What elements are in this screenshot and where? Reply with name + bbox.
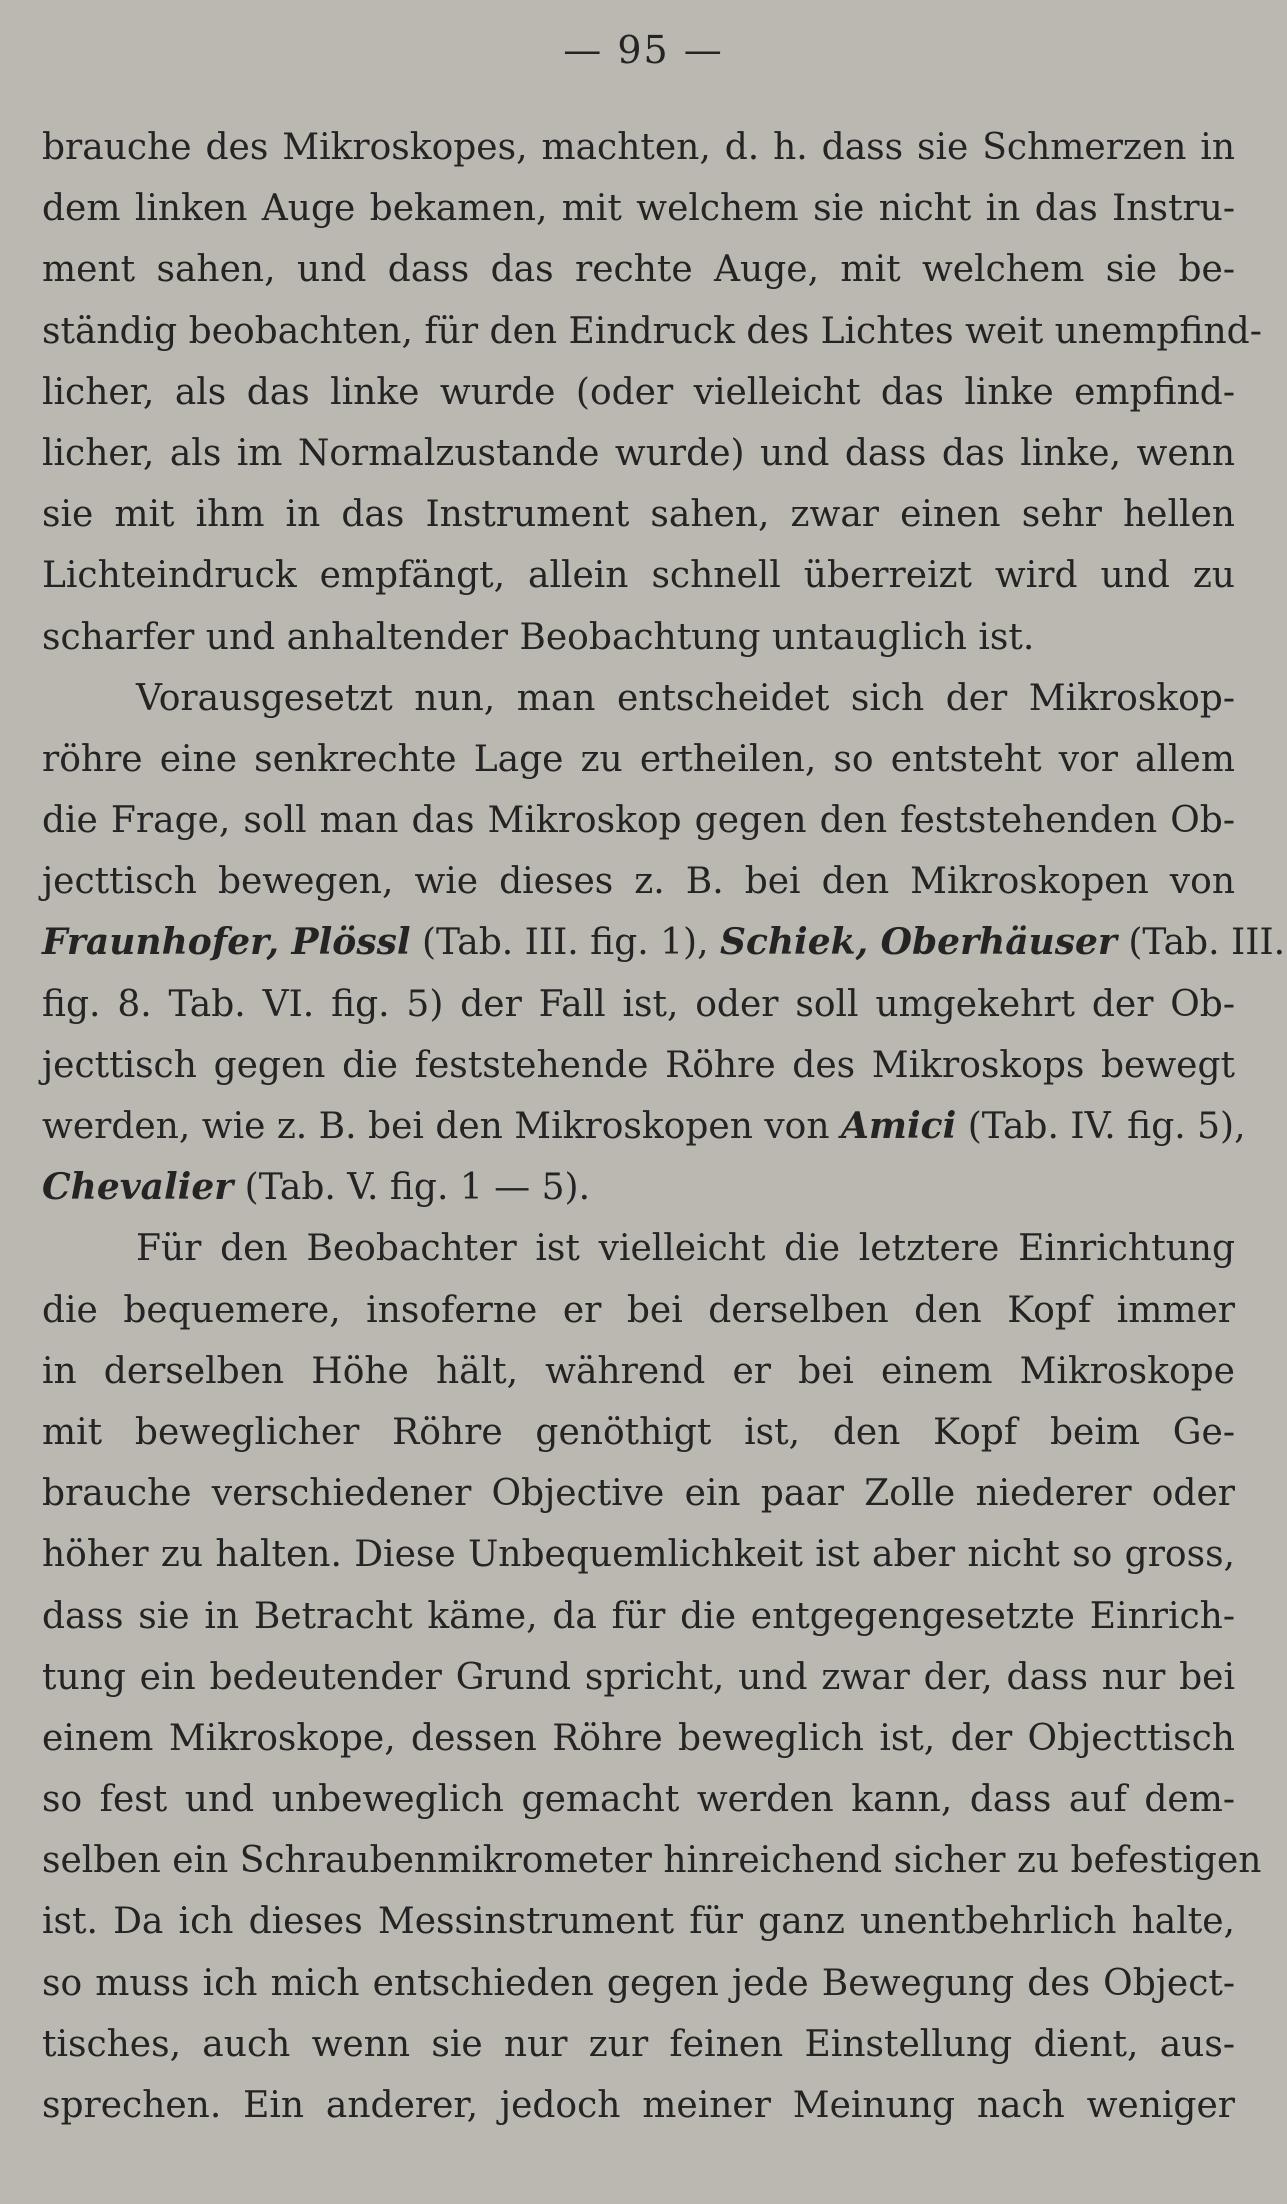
text-line: einem Mikroskope, dessen Röhre beweglich ist, der Objecttisch (42, 1717, 1235, 1759)
text-line (42, 1096, 1246, 1157)
body-text (42, 117, 1286, 2136)
text-line: in derselben Höhe hält, während er bei einem Mikroskope (42, 1350, 1235, 1392)
text-line: jecttisch bewegen, wie dieses z. B. bei den Mikroskopen von (42, 861, 1235, 903)
text-line: die Frage, soll man das Mikroskop gegen den feststehenden Ob- (42, 800, 1235, 842)
text-line: licher, als im Normalzustande wurde) und dass das linke, wenn (42, 432, 1235, 474)
text-line: Lichteindruck empfängt, allein schnell überreizt wird und zu (42, 555, 1235, 597)
text-line (42, 1157, 1235, 1218)
text-line: selben ein Schraubenmikrometer hinreichend sicher zu befestigen (42, 1840, 1262, 1882)
text-line: tisches, auch wenn sie nur zur feinen Einstellung dient, aus- (42, 2023, 1235, 2065)
text-fragment: (Tab. IV. fig. 5), (956, 1106, 1246, 1147)
text-line (42, 912, 1286, 973)
text-line: ment sahen, und dass das rechte Auge, mit welchem sie be- (42, 249, 1235, 291)
text-line: ständig beobachten, für den Eindruck des Lichtes weit unempfind- (42, 310, 1262, 352)
text-line: dass sie in Betracht käme, da für die entgegengesetzte Einrich- (42, 1595, 1235, 1637)
text-line: so fest und unbeweglich gemacht werden kann, dass auf dem- (42, 1779, 1235, 1821)
text-fragment: (Tab. III. fig. 1), (410, 922, 720, 964)
text-line: licher, als das linke wurde (oder vielleicht das linke empfind- (42, 371, 1235, 413)
author-name: Chevalier (42, 1166, 234, 1209)
author-name: Schiek, Oberhäuser (719, 921, 1117, 964)
text-line: fig. 8. Tab. VI. fig. 5) der Fall ist, oder soll umgekehrt der Ob- (42, 983, 1235, 1025)
text-fragment: werden, wie z. B. bei den Mikroskopen von (42, 1106, 841, 1147)
text-line: brauche verschiedener Objective ein paar Zolle niederer oder (42, 1473, 1235, 1515)
text-fragment: (Tab. V. fig. 1 — 5). (233, 1167, 591, 1209)
text-line: scharfer und anhaltender Beobachtung untauglich ist. (42, 616, 1035, 658)
page-number: — 95 — (563, 28, 724, 72)
text-line: höher zu halten. Diese Unbequemlichkeit ist aber nicht so gross, (42, 1534, 1235, 1576)
text-line: mit beweglicher Röhre genöthigt ist, den Kopf beim Ge- (42, 1411, 1235, 1453)
author-name: Amici (840, 1105, 957, 1147)
text-fragment: (Tab. III. (1116, 922, 1286, 964)
text-line: sie mit ihm in das Instrument sahen, zwar einen sehr hellen (42, 494, 1235, 536)
text-line: Vorausgesetzt nun, man entscheidet sich der Mikroskop- (136, 677, 1235, 719)
author-name: Fraunhofer, Plössl (42, 921, 411, 964)
text-line: dem linken Auge bekamen, mit welchem sie nicht in das Instru- (42, 188, 1235, 230)
text-line: tung ein bedeutender Grund spricht, und zwar der, dass nur bei (42, 1656, 1235, 1698)
text-line: röhre eine senkrechte Lage zu ertheilen, so entsteht vor allem (42, 738, 1235, 780)
text-line: jecttisch gegen die feststehende Röhre des Mikroskops bewegt (42, 1044, 1235, 1086)
text-line: ist. Da ich dieses Messinstrument für ganz unentbehrlich halte, (42, 1901, 1235, 1943)
text-line: die bequemere, insoferne er bei derselben den Kopf immer (42, 1289, 1235, 1331)
text-line: Für den Beobachter ist vielleicht die letztere Einrichtung (136, 1228, 1235, 1270)
text-line: brauche des Mikroskopes, machten, d. h. dass sie Schmerzen in (42, 127, 1235, 168)
text-line: sprechen. Ein anderer, jedoch meiner Meinung nach weniger (42, 2085, 1235, 2126)
text-line: so muss ich mich entschieden gegen jede Bewegung des Object- (42, 1962, 1235, 2004)
